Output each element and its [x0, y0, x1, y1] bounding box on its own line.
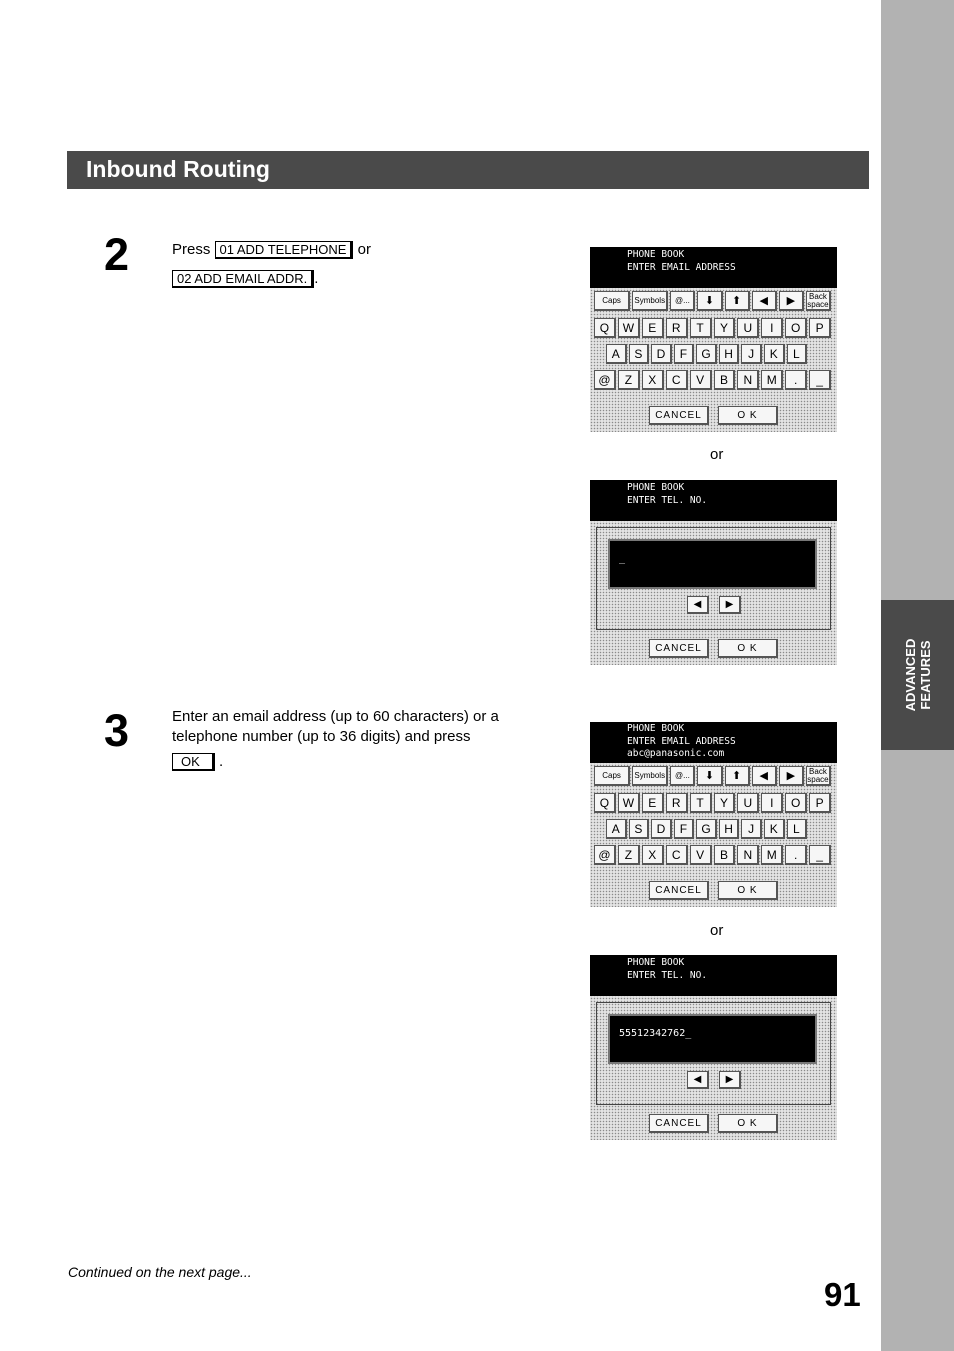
key-a[interactable]: A	[606, 344, 627, 364]
key-q[interactable]: Q	[594, 318, 616, 338]
key-i[interactable]: I	[761, 318, 783, 338]
tel-input-field[interactable]: _	[608, 539, 817, 589]
email-value: abc@panasonic.com	[627, 748, 725, 759]
screen-title: PHONE BOOK	[627, 249, 685, 260]
ok-button[interactable]: O K	[718, 881, 778, 900]
screen-header	[590, 480, 837, 521]
symbols-key[interactable]: Symbols	[632, 291, 668, 311]
step-3-instructions	[172, 707, 499, 772]
key-f[interactable]: F	[674, 344, 695, 364]
key-underscore[interactable]: _	[809, 845, 831, 865]
key-z[interactable]: Z	[618, 845, 640, 865]
key-x[interactable]: X	[642, 370, 664, 390]
key-b[interactable]: B	[714, 370, 736, 390]
key-u[interactable]: U	[737, 793, 759, 813]
key-d[interactable]: D	[651, 819, 672, 839]
step-3-line-1: Enter an email address (up to 60 characters) or a	[172, 708, 499, 725]
arrow-right-icon[interactable]: ▶	[719, 1071, 741, 1089]
key-t[interactable]: T	[690, 318, 712, 338]
key-i[interactable]: I	[761, 793, 783, 813]
key-m[interactable]: M	[761, 845, 783, 865]
step-2-instructions	[172, 240, 371, 289]
screen-prompt: ENTER TEL. NO.	[627, 969, 708, 981]
arrow-down-icon[interactable]: ⬇	[697, 766, 722, 786]
key-e[interactable]: E	[642, 318, 664, 338]
screen-title: PHONE BOOK	[627, 723, 685, 734]
key-y[interactable]: Y	[714, 318, 736, 338]
section-header	[67, 151, 869, 189]
backspace-key[interactable]: Back space	[806, 766, 831, 786]
backspace-key[interactable]: Back space	[806, 291, 831, 311]
section-title: Inbound Routing	[86, 156, 270, 182]
step-number-3: 3	[104, 705, 130, 756]
key-r[interactable]: R	[666, 318, 688, 338]
add-telephone-key: 01 ADD TELEPHONE	[215, 241, 354, 259]
symbols-key[interactable]: Symbols	[632, 766, 668, 786]
key-n[interactable]: N	[737, 845, 759, 865]
function-key-row	[594, 766, 833, 786]
ok-button[interactable]: O K	[718, 639, 778, 658]
key-row-1	[594, 318, 833, 338]
key-a[interactable]: A	[606, 819, 627, 839]
period: .	[218, 753, 224, 770]
arrow-left-icon[interactable]: ◀	[752, 766, 777, 786]
key-z[interactable]: Z	[618, 370, 640, 390]
key-row-3	[594, 845, 833, 865]
key-y[interactable]: Y	[714, 793, 736, 813]
key-v[interactable]: V	[690, 370, 712, 390]
key-j[interactable]: J	[741, 344, 762, 364]
key-at[interactable]: @	[594, 370, 616, 390]
key-t[interactable]: T	[690, 793, 712, 813]
screen-prompt: ENTER EMAIL ADDRESS	[627, 735, 736, 747]
key-e[interactable]: E	[642, 793, 664, 813]
key-h[interactable]: H	[719, 819, 740, 839]
key-s[interactable]: S	[629, 819, 650, 839]
page-number: 91	[824, 1276, 861, 1313]
caps-key[interactable]: Caps	[594, 291, 630, 311]
cancel-button[interactable]: CANCEL	[649, 881, 709, 900]
key-m[interactable]: M	[761, 370, 783, 390]
arrow-left-icon[interactable]: ◀	[687, 1071, 709, 1089]
cancel-button[interactable]: CANCEL	[649, 639, 709, 658]
screen-header	[590, 247, 837, 288]
arrow-up-icon[interactable]: ⬆	[725, 766, 750, 786]
screen-email-entry-filled	[590, 722, 837, 907]
screen-prompt: ENTER EMAIL ADDRESS	[627, 261, 736, 273]
add-email-key: 02 ADD EMAIL ADDR.	[172, 270, 314, 288]
at-dots-key[interactable]: @...	[670, 766, 695, 786]
key-f[interactable]: F	[674, 819, 695, 839]
screen-title: PHONE BOOK	[627, 482, 685, 493]
key-row-1	[594, 793, 833, 813]
key-k[interactable]: K	[764, 344, 785, 364]
key-j[interactable]: J	[741, 819, 762, 839]
ok-button[interactable]: O K	[718, 1114, 778, 1133]
key-v[interactable]: V	[690, 845, 712, 865]
press-text: Press	[172, 241, 211, 258]
key-period[interactable]: .	[785, 370, 807, 390]
key-underscore[interactable]: _	[809, 370, 831, 390]
key-l[interactable]: L	[787, 344, 808, 364]
key-n[interactable]: N	[737, 370, 759, 390]
tel-input-field[interactable]: 55512342762_	[608, 1014, 817, 1064]
arrow-left-icon[interactable]: ◀	[752, 291, 777, 311]
key-period[interactable]: .	[785, 845, 807, 865]
key-b[interactable]: B	[714, 845, 736, 865]
arrow-up-icon[interactable]: ⬆	[725, 291, 750, 311]
key-row-3	[594, 370, 833, 390]
key-row-2	[606, 819, 809, 839]
key-o[interactable]: O	[785, 793, 807, 813]
key-x[interactable]: X	[642, 845, 664, 865]
key-p[interactable]: P	[809, 318, 831, 338]
screen-header	[590, 955, 837, 996]
or-label: or	[710, 922, 724, 939]
cancel-button[interactable]: CANCEL	[649, 1114, 709, 1133]
key-at[interactable]: @	[594, 845, 616, 865]
step-number-2: 2	[104, 229, 130, 280]
key-s[interactable]: S	[629, 344, 650, 364]
key-row-2	[606, 344, 809, 364]
key-l[interactable]: L	[787, 819, 808, 839]
chapter-tab-label: ADVANCED FEATURES	[902, 638, 933, 712]
screen-prompt: ENTER TEL. NO.	[627, 494, 708, 506]
screen-tel-entry-filled	[590, 955, 837, 1140]
key-c[interactable]: C	[666, 370, 688, 390]
key-q[interactable]: Q	[594, 793, 616, 813]
key-k[interactable]: K	[764, 819, 785, 839]
arrow-left-icon[interactable]: ◀	[687, 596, 709, 614]
ok-button[interactable]: O K	[718, 406, 778, 425]
cancel-button[interactable]: CANCEL	[649, 406, 709, 425]
screen-header	[590, 722, 837, 763]
arrow-right-icon[interactable]: ▶	[719, 596, 741, 614]
at-dots-key[interactable]: @...	[670, 291, 695, 311]
key-d[interactable]: D	[651, 344, 672, 364]
function-key-row	[594, 291, 833, 311]
key-p[interactable]: P	[809, 793, 831, 813]
step-3-line-2: telephone number (up to 36 digits) and press	[172, 728, 471, 745]
screen-title: PHONE BOOK	[627, 957, 685, 968]
key-h[interactable]: H	[719, 344, 740, 364]
key-w[interactable]: W	[618, 318, 640, 338]
key-g[interactable]: G	[696, 819, 717, 839]
continued-note: Continued on the next page...	[68, 1264, 252, 1280]
period: .	[314, 270, 319, 287]
screen-tel-entry-empty	[590, 480, 837, 665]
key-g[interactable]: G	[696, 344, 717, 364]
arrow-right-icon[interactable]: ▶	[779, 291, 804, 311]
or-label: or	[710, 446, 724, 463]
or-text: or	[357, 241, 371, 258]
key-c[interactable]: C	[666, 845, 688, 865]
key-r[interactable]: R	[666, 793, 688, 813]
screen-email-entry-empty	[590, 247, 837, 432]
ok-key: OK	[172, 753, 215, 771]
arrow-right-icon[interactable]: ▶	[779, 766, 804, 786]
caps-key[interactable]: Caps	[594, 766, 630, 786]
key-u[interactable]: U	[737, 318, 759, 338]
chapter-tab	[881, 600, 954, 750]
key-w[interactable]: W	[618, 793, 640, 813]
arrow-down-icon[interactable]: ⬇	[697, 291, 722, 311]
key-o[interactable]: O	[785, 318, 807, 338]
